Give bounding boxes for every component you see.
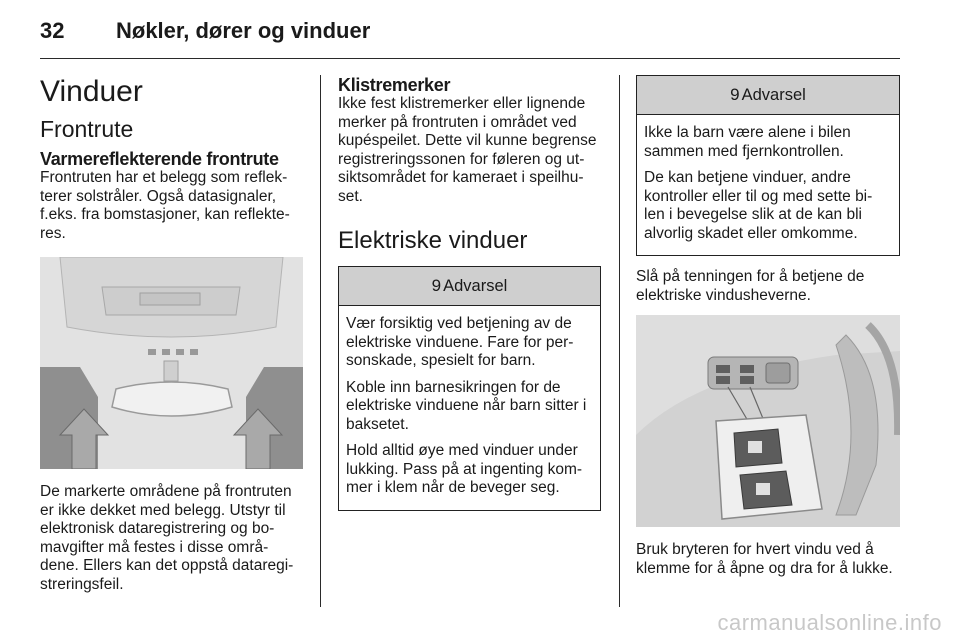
warning-icon: 9 <box>730 85 740 104</box>
chapter-title: Nøkler, dører og vinduer <box>116 18 371 43</box>
warning-body <box>339 306 600 510</box>
warning-body <box>637 115 899 255</box>
ignition-paragraph: Slå på tenningen for å betjene de elektriske vindusheverne. <box>636 268 865 304</box>
warning-box-windows <box>338 266 601 511</box>
warning-title: Advarsel <box>443 276 508 295</box>
section-title-vinduer: Vinduer <box>40 75 143 108</box>
heading-heat-reflecting: Varmereflekterende frontrute <box>40 149 279 169</box>
watermark: carmanualsonline.info <box>717 610 942 635</box>
page-number: 32 <box>40 18 65 43</box>
column-divider <box>619 75 620 607</box>
warning-paragraph: Koble inn barnesikringen for de elektriske vinduene når barn sitter i baksetet. <box>346 378 587 433</box>
window-switch-illustration <box>636 315 900 527</box>
warning-paragraph: Vær forsiktig ved betjening av de elektriske vinduene. Fare for per-sonskade, spesielt for barn. <box>346 315 574 369</box>
windshield-figure <box>40 257 303 469</box>
window-switch-figure <box>636 315 900 527</box>
column-3 <box>636 75 900 588</box>
heading-stickers: Klistremerker <box>338 75 451 95</box>
column-divider <box>320 75 321 607</box>
warning-paragraph: De kan betjene vinduer, andre kontroller eller til og med sette bi-len i bevegelse slik at de kan bli alvorlig skadet eller omkomme. <box>644 169 873 242</box>
warning-icon: 9 <box>431 276 442 295</box>
page-header <box>40 14 900 59</box>
warning-paragraph: Hold alltid øye med vinduer under lukking. Pass på at ingenting kom-mer i klem når de beveger seg. <box>346 442 583 496</box>
heading-electric-windows: Elektriske vinduer <box>338 227 528 254</box>
intro-paragraph: Frontruten har et belegg som reflek-terer solstråler. Også datasignaler, f.eks. fra bomstasjoner, kan reflekte-res. <box>40 169 290 242</box>
warning-header <box>339 267 600 306</box>
warning-box-children <box>636 75 900 256</box>
warning-title: Advarsel <box>741 85 806 104</box>
stickers-paragraph: Ikke fest klistremerker eller lignende merker på frontruten i området ved kupéspeilet. Dette vil kunne begrense registreringssonen for føleren og ut-siktsområdet for kameraet i speilhu-set. <box>338 95 597 205</box>
marked-areas-paragraph: De markerte områdene på frontruten er ikke dekket med belegg. Utstyr til elektronisk dataregistrering og bo-mavgifter må festes i disse områ-dene. Ellers kan det oppstå dataregi-streringsfeil. <box>40 483 294 593</box>
switch-paragraph: Bruk bryteren for hvert vindu ved å klemme for å åpne og dra for å lukke. <box>636 541 893 577</box>
column-1 <box>40 75 303 604</box>
warning-header <box>637 76 899 115</box>
warning-paragraph: Ikke la barn være alene i bilen sammen med fjernkontrollen. <box>644 124 851 160</box>
subtitle-frontrute: Frontrute <box>40 116 134 142</box>
column-2 <box>338 75 601 511</box>
windshield-illustration <box>40 257 303 469</box>
